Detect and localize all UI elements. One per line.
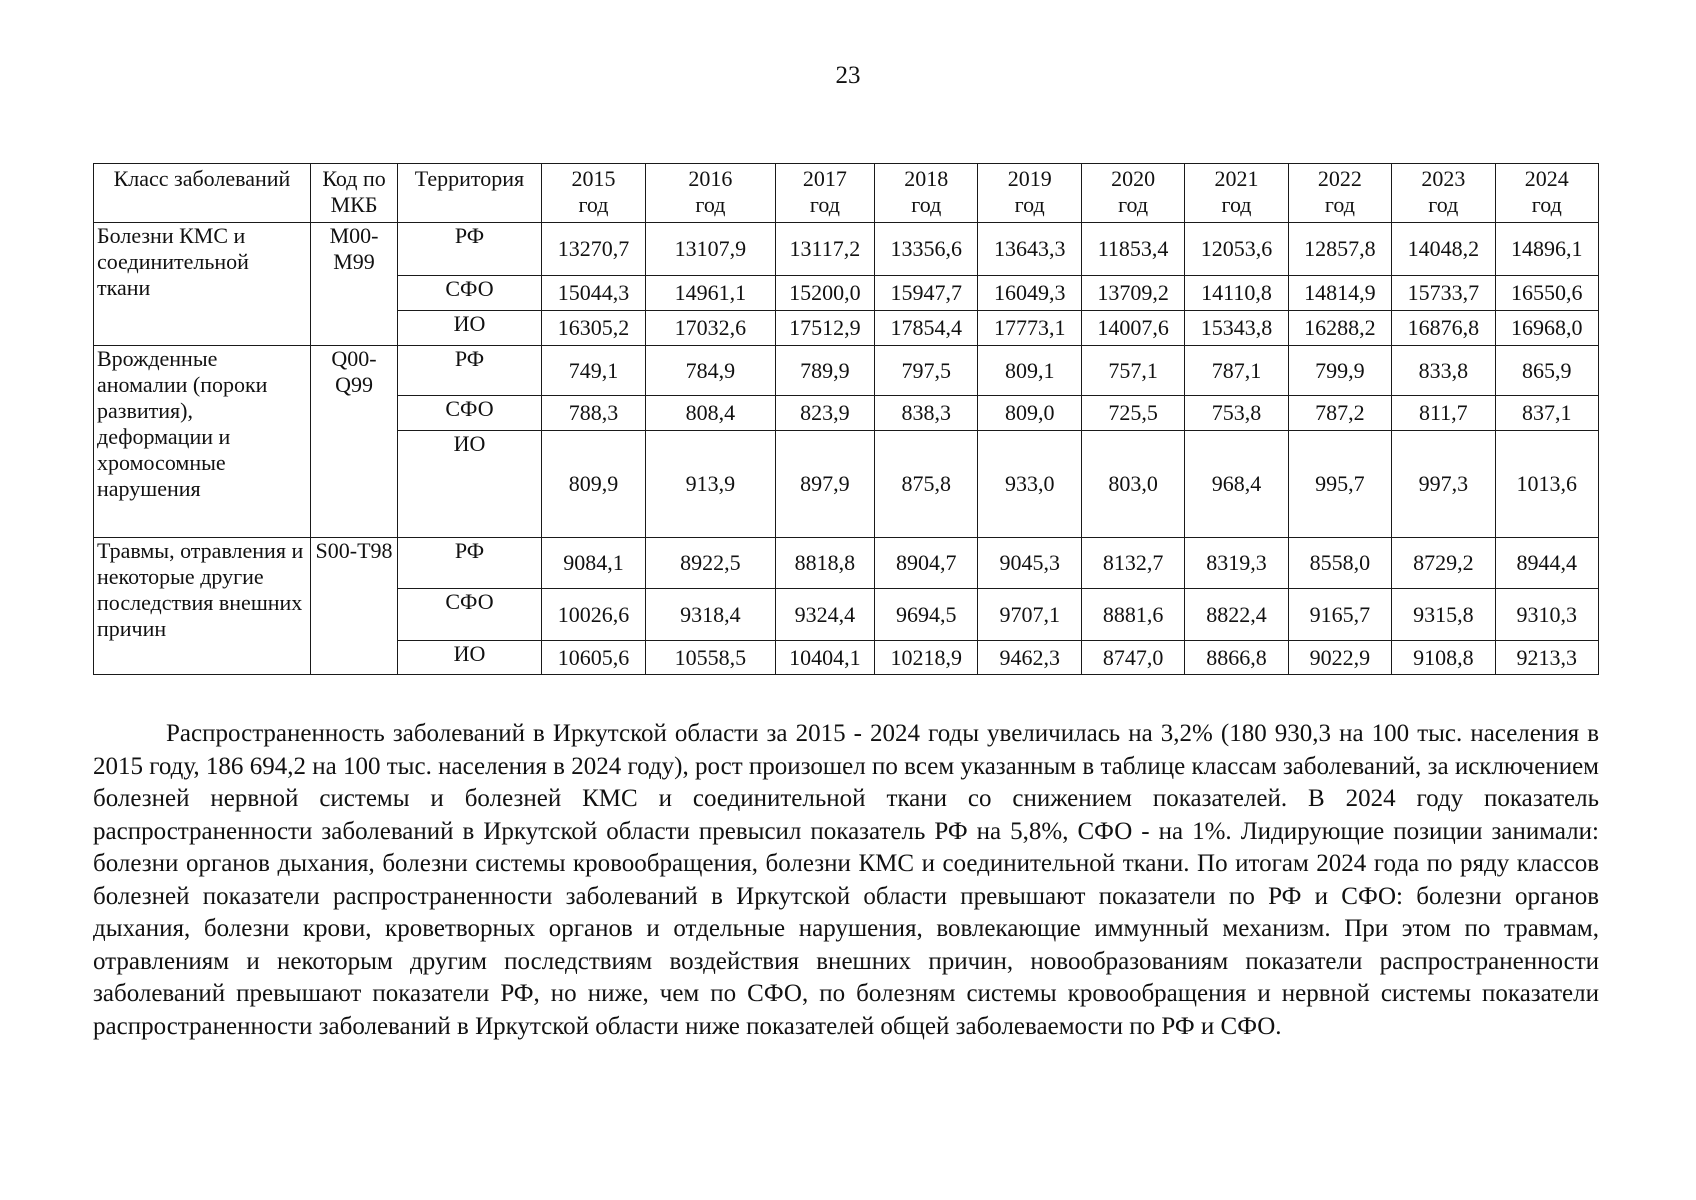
value-cell: 15343,8 bbox=[1185, 311, 1288, 346]
territory-cell: ИО bbox=[398, 641, 542, 675]
value-cell: 8818,8 bbox=[775, 538, 874, 589]
value-cell: 9318,4 bbox=[646, 589, 776, 641]
territory-cell: РФ bbox=[398, 346, 542, 396]
value-cell: 749,1 bbox=[541, 346, 645, 396]
value-cell: 14007,6 bbox=[1081, 311, 1184, 346]
icd-code-cell: M00-M99 bbox=[310, 223, 397, 346]
header-icd-code: Код по МКБ bbox=[310, 164, 397, 223]
value-cell: 9694,5 bbox=[875, 589, 978, 641]
value-cell: 9324,4 bbox=[775, 589, 874, 641]
header-territory: Территория bbox=[398, 164, 542, 223]
value-cell: 865,9 bbox=[1495, 346, 1598, 396]
value-cell: 968,4 bbox=[1185, 431, 1288, 538]
value-cell: 15947,7 bbox=[875, 276, 978, 311]
value-cell: 14048,2 bbox=[1392, 223, 1495, 276]
territory-cell: ИО bbox=[398, 311, 542, 346]
value-cell: 16968,0 bbox=[1495, 311, 1598, 346]
table-row bbox=[94, 538, 1599, 589]
value-cell: 13107,9 bbox=[646, 223, 776, 276]
value-cell: 808,4 bbox=[646, 396, 776, 431]
value-cell: 809,1 bbox=[978, 346, 1081, 396]
value-cell: 837,1 bbox=[1495, 396, 1598, 431]
value-cell: 8132,7 bbox=[1081, 538, 1184, 589]
value-cell: 9462,3 bbox=[978, 641, 1081, 675]
territory-cell: СФО bbox=[398, 396, 542, 431]
table-row bbox=[94, 223, 1599, 276]
value-cell: 9022,9 bbox=[1288, 641, 1391, 675]
value-cell: 811,7 bbox=[1392, 396, 1495, 431]
value-cell: 14961,1 bbox=[646, 276, 776, 311]
value-cell: 823,9 bbox=[775, 396, 874, 431]
value-cell: 14814,9 bbox=[1288, 276, 1391, 311]
value-cell: 8866,8 bbox=[1185, 641, 1288, 675]
table-header bbox=[94, 164, 1599, 223]
value-cell: 788,3 bbox=[541, 396, 645, 431]
territory-cell: РФ bbox=[398, 223, 542, 276]
value-cell: 13270,7 bbox=[541, 223, 645, 276]
disease-prevalence-table bbox=[93, 163, 1599, 675]
disease-class-cell: Врожденные аномалии (пороки развития), деформации и хромосомные нарушения bbox=[94, 346, 311, 538]
value-cell: 875,8 bbox=[875, 431, 978, 538]
value-cell: 784,9 bbox=[646, 346, 776, 396]
header-year-2022: 2022 год bbox=[1288, 164, 1391, 223]
value-cell: 799,9 bbox=[1288, 346, 1391, 396]
value-cell: 725,5 bbox=[1081, 396, 1184, 431]
value-cell: 757,1 bbox=[1081, 346, 1184, 396]
value-cell: 13709,2 bbox=[1081, 276, 1184, 311]
value-cell: 787,1 bbox=[1185, 346, 1288, 396]
value-cell: 1013,6 bbox=[1495, 431, 1598, 538]
value-cell: 9045,3 bbox=[978, 538, 1081, 589]
value-cell: 14110,8 bbox=[1185, 276, 1288, 311]
table-row bbox=[94, 346, 1599, 396]
value-cell: 9310,3 bbox=[1495, 589, 1598, 641]
value-cell: 13117,2 bbox=[775, 223, 874, 276]
value-cell: 16876,8 bbox=[1392, 311, 1495, 346]
icd-code-cell: S00-T98 bbox=[310, 538, 397, 675]
header-year-2018: 2018 год bbox=[875, 164, 978, 223]
value-cell: 753,8 bbox=[1185, 396, 1288, 431]
value-cell: 809,0 bbox=[978, 396, 1081, 431]
value-cell: 9707,1 bbox=[978, 589, 1081, 641]
page-number: 23 bbox=[835, 62, 861, 89]
value-cell: 17032,6 bbox=[646, 311, 776, 346]
value-cell: 14896,1 bbox=[1495, 223, 1598, 276]
value-cell: 8944,4 bbox=[1495, 538, 1598, 589]
value-cell: 16305,2 bbox=[541, 311, 645, 346]
header-year-2017: 2017 год bbox=[775, 164, 874, 223]
header-disease-class: Класс заболеваний bbox=[94, 164, 311, 223]
header-year-2019: 2019 год bbox=[978, 164, 1081, 223]
value-cell: 8922,5 bbox=[646, 538, 776, 589]
value-cell: 17512,9 bbox=[775, 311, 874, 346]
value-cell: 809,9 bbox=[541, 431, 645, 538]
icd-code-cell: Q00-Q99 bbox=[310, 346, 397, 538]
value-cell: 787,2 bbox=[1288, 396, 1391, 431]
territory-cell: РФ bbox=[398, 538, 542, 589]
territory-cell: СФО bbox=[398, 589, 542, 641]
value-cell: 16550,6 bbox=[1495, 276, 1598, 311]
header-year-2020: 2020 год bbox=[1081, 164, 1184, 223]
value-cell: 10605,6 bbox=[541, 641, 645, 675]
value-cell: 9315,8 bbox=[1392, 589, 1495, 641]
territory-cell: СФО bbox=[398, 276, 542, 311]
value-cell: 8558,0 bbox=[1288, 538, 1391, 589]
header-year-2015: 2015 год bbox=[541, 164, 645, 223]
value-cell: 897,9 bbox=[775, 431, 874, 538]
value-cell: 13356,6 bbox=[875, 223, 978, 276]
value-cell: 9213,3 bbox=[1495, 641, 1598, 675]
value-cell: 10558,5 bbox=[646, 641, 776, 675]
value-cell: 8729,2 bbox=[1392, 538, 1495, 589]
value-cell: 9165,7 bbox=[1288, 589, 1391, 641]
body-paragraph: Распространенность заболеваний в Иркутской области за 2015 - 2024 годы увеличилась на 3,2% (180 930,3 на 100 тыс. населения в 2015 году, 186 694,2 на 100 тыс. населения в 2024 году), рост произошел по всем указанным в таблице классам заболеваний, за исключением болезней нервной системы и болезней КМС и соединительной ткани со снижением показателей. В 2024 году показатель распространенности заболеваний в Иркутской области превысил показатель РФ на 5,8%, СФО - на 1%. Лидирующие позиции занимали: болезни органов дыхания, болезни системы кровообращения, болезни КМС и соединительной ткани. По итогам 2024 года по ряду классов болезней показатели распространенности заболеваний в Иркутской области превышают показатели по РФ и СФО: болезни органов дыхания, болезни крови, кроветворных органов и отдельные нарушения, вовлекающие иммунный механизм. При этом по травмам, отравлениям и некоторым другим последствиям воздействия внешних причин, новообразованиям показатели распространенности заболеваний превышают показатели РФ, но ниже, чем по СФО, по болезням системы кровообращения и нервной системы показатели распространенности заболеваний в Иркутской области ниже показателей общей заболеваемости по РФ и СФО. bbox=[93, 720, 1599, 1040]
value-cell: 8747,0 bbox=[1081, 641, 1184, 675]
value-cell: 997,3 bbox=[1392, 431, 1495, 538]
value-cell: 803,0 bbox=[1081, 431, 1184, 538]
disease-class-cell: Болезни КМС и соединительной ткани bbox=[94, 223, 311, 346]
value-cell: 838,3 bbox=[875, 396, 978, 431]
value-cell: 833,8 bbox=[1392, 346, 1495, 396]
value-cell: 12053,6 bbox=[1185, 223, 1288, 276]
value-cell: 913,9 bbox=[646, 431, 776, 538]
value-cell: 17854,4 bbox=[875, 311, 978, 346]
value-cell: 11853,4 bbox=[1081, 223, 1184, 276]
header-year-2023: 2023 год bbox=[1392, 164, 1495, 223]
header-year-2024: 2024 год bbox=[1495, 164, 1598, 223]
value-cell: 8822,4 bbox=[1185, 589, 1288, 641]
value-cell: 17773,1 bbox=[978, 311, 1081, 346]
disease-class-cell: Травмы, отравления и некоторые другие последствия внешних причин bbox=[94, 538, 311, 675]
value-cell: 8319,3 bbox=[1185, 538, 1288, 589]
value-cell: 13643,3 bbox=[978, 223, 1081, 276]
value-cell: 15044,3 bbox=[541, 276, 645, 311]
value-cell: 12857,8 bbox=[1288, 223, 1391, 276]
value-cell: 16049,3 bbox=[978, 276, 1081, 311]
value-cell: 8904,7 bbox=[875, 538, 978, 589]
value-cell: 789,9 bbox=[775, 346, 874, 396]
value-cell: 995,7 bbox=[1288, 431, 1391, 538]
value-cell: 797,5 bbox=[875, 346, 978, 396]
header-year-2016: 2016 год bbox=[646, 164, 776, 223]
territory-cell: ИО bbox=[398, 431, 542, 538]
value-cell: 10218,9 bbox=[875, 641, 978, 675]
value-cell: 10026,6 bbox=[541, 589, 645, 641]
value-cell: 9084,1 bbox=[541, 538, 645, 589]
value-cell: 10404,1 bbox=[775, 641, 874, 675]
value-cell: 16288,2 bbox=[1288, 311, 1391, 346]
header-year-2021: 2021 год bbox=[1185, 164, 1288, 223]
value-cell: 15733,7 bbox=[1392, 276, 1495, 311]
value-cell: 15200,0 bbox=[775, 276, 874, 311]
value-cell: 933,0 bbox=[978, 431, 1081, 538]
value-cell: 8881,6 bbox=[1081, 589, 1184, 641]
value-cell: 9108,8 bbox=[1392, 641, 1495, 675]
